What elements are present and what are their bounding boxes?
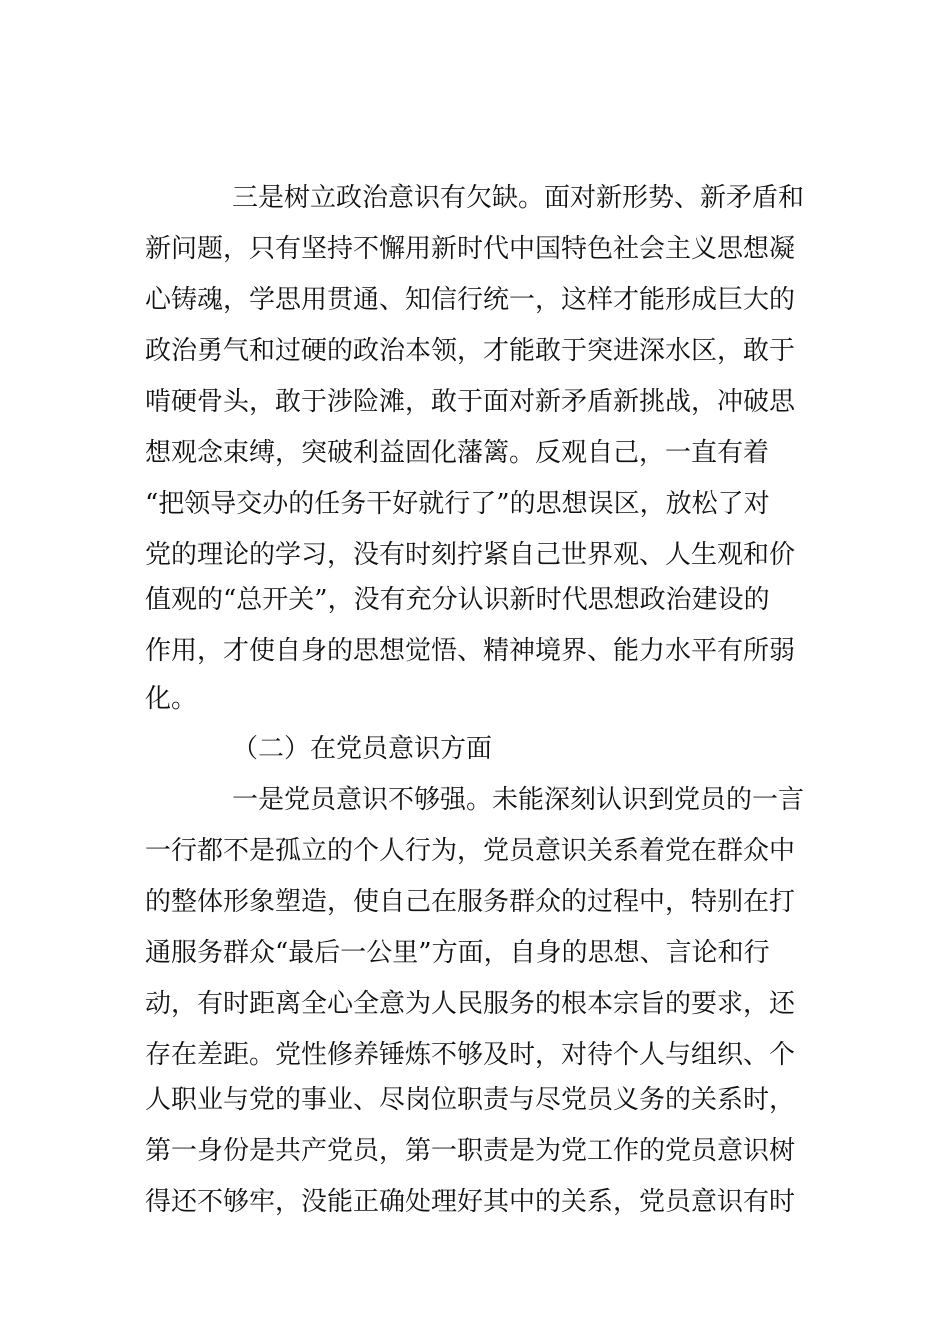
section-heading: （二）在党员意识方面 [232, 734, 493, 764]
text-line-1: 三是树立政治意识有欠缺。面对新形势、新矛盾和 [232, 183, 805, 213]
text-line-17: 存在差距。党性修养锤炼不够及时，对待个人与组织、个 [145, 1040, 796, 1070]
text-line-10: 作用，才使自身的思想觉悟、精神境界、能力水平有所弱 [145, 636, 796, 666]
text-line-18: 人职业与党的事业、尽岗位职责与尽党员义务的关系时， [145, 1085, 796, 1115]
text-line-11: 化。 [145, 684, 198, 714]
text-line-4: 政治勇气和过硬的政治本领，才能敢于突进深水区，敢于 [145, 336, 796, 366]
text-line-6: 想观念束缚，突破利益固化藩篱。反观自己，一直有着 [145, 438, 770, 468]
text-line-14: 的整体形象塑造，使自己在服务群众的过程中，特别在打 [145, 887, 796, 917]
text-line-13: 一行都不是孤立的个人行为，党员意识关系着党在群众中 [145, 836, 796, 866]
text-line-3: 心铸魂，学思用贯通、知信行统一，这样才能形成巨大的 [145, 285, 796, 315]
text-line-16: 动，有时距离全心全意为人民服务的根本宗旨的要求，还 [145, 989, 796, 1019]
text-line-5: 啃硬骨头，敢于涉险滩，敢于面对新矛盾新挑战，冲破思 [145, 387, 796, 417]
text-line-9: 值观的“总开关”，没有充分认识新时代思想政治建设的 [145, 585, 770, 615]
text-line-20: 得还不够牢，没能正确处理好其中的关系，党员意识有时 [145, 1187, 796, 1217]
text-line-2: 新问题，只有坚持不懈用新时代中国特色社会主义思想凝 [145, 234, 796, 264]
text-line-8: 党的理论的学习，没有时刻拧紧自己世界观、人生观和价 [145, 540, 796, 570]
text-line-19: 第一身份是共产党员，第一职责是为党工作的党员意识树 [145, 1136, 796, 1166]
text-line-15: 通服务群众“最后一公里”方面，自身的思想、言论和行 [145, 938, 770, 968]
text-line-7: “把领导交办的任务干好就行了”的思想误区，放松了对 [145, 489, 770, 519]
text-line-12: 一是党员意识不够强。未能深刻认识到党员的一言 [232, 785, 805, 815]
